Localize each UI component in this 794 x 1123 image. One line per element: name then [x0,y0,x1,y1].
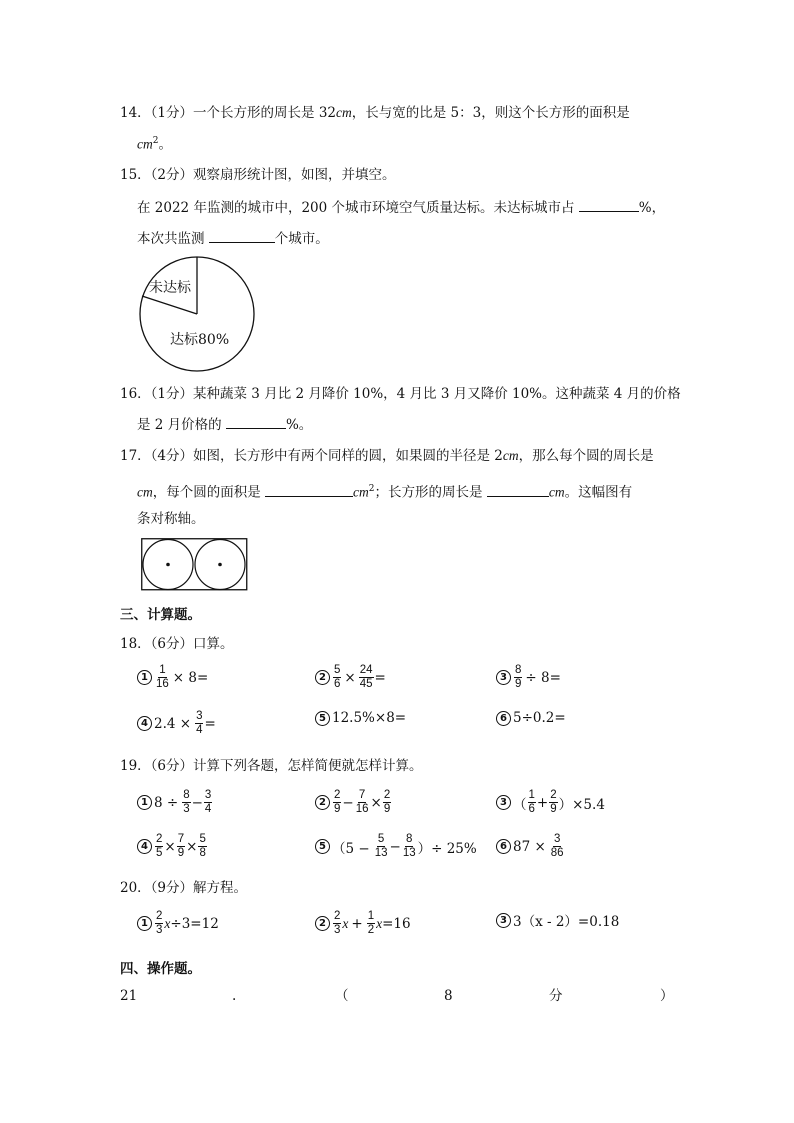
fraction: $\frac{8}{3}$ [183,789,190,815]
q19-item-5: 5 （5 − $\frac{5}{13}$ − $\frac{8}{13}$ ）÷ 25% [315,833,477,860]
q20-item-1: 1 $\frac{2}{3}$ x ÷3=12 [137,910,219,937]
circled-number: 4 [137,839,152,854]
fraction: $\frac{8}{13}$ [402,833,416,859]
q19-item-2: 2 $\frac{2}{9}$ − $\frac{7}{16}$ × $\frac{2}{9}$ [315,789,392,816]
circled-number: 3 [496,670,511,685]
pie-chart [136,254,258,376]
fraction: $\frac{2}{9}$ [334,789,341,815]
q21-part-4: 8 [444,988,453,1004]
q17-line1: 17．（4分）如图，长方形中有两个同样的圆，如果圆的半径是 2cm，那么每个圆的周长是 [120,448,654,464]
pie-label-large: 达标80% [170,332,230,348]
q16-blank[interactable] [226,415,286,429]
q20-item-3: 3 3（x - 2）=0.18 [496,910,619,930]
fraction: $\frac{5}{8}$ [199,833,206,859]
fraction: $\frac{7}{16}$ [355,789,369,815]
circled-number: 1 [137,670,152,685]
fraction: $\frac{3}{86}$ [550,833,564,859]
outer-rectangle [142,539,247,590]
q18-item-5: 5 12.5%×8= [315,710,406,726]
q17-line3: 条对称轴。 [137,511,205,527]
fraction: $\frac{1}{16}$ [156,664,169,690]
q15-blank-2[interactable] [209,229,275,243]
circled-number: 5 [315,711,330,726]
q19-item-4: 4 $\frac{2}{5}$ × $\frac{7}{9}$ × $\frac{5}{8}$ [137,833,208,860]
circled-number: 5 [315,839,330,854]
q18-item-6: 6 5÷0.2= [496,710,566,726]
fraction: $\frac{1}{2}$ [367,910,375,936]
right-center-dot [218,563,222,567]
circled-number: 2 [315,916,330,931]
q19-item-1: 1 8 ÷ $\frac{8}{3}$ − $\frac{3}{4}$ [137,789,213,816]
q21-part-1: 21 [120,988,138,1004]
fraction: $\frac{24}{45}$ [359,664,373,690]
circled-number: 2 [315,670,330,685]
q14-line2: $cm^2$。 [137,136,172,153]
circled-number: 2 [315,795,330,810]
q18-item-2: 2 $\frac{5}{6}$ × $\frac{24}{45}$ = [315,664,386,691]
fraction: $\frac{3}{4}$ [196,710,203,736]
circled-number: 6 [496,839,511,854]
q18-item-1: 1 $\frac{1}{16}$ × 8= [137,664,208,691]
q16-line2: 是 2 月价格的 %。 [137,417,313,433]
fraction: $\frac{3}{4}$ [204,789,212,815]
q15-title: 15．（2分）观察扇形统计图，如图，并填空。 [120,167,396,183]
circled-number: 4 [137,716,152,731]
q20-item-2: 2 $\frac{2}{3}$ x + $\frac{1}{2}$ x =16 [315,910,411,937]
q19-item-6: 6 87 × $\frac{3}{86}$ [496,833,566,860]
q17-blank-1[interactable] [265,483,353,497]
q19-item-3: 3 （ $\frac{1}{6}$ + $\frac{2}{9}$ ）×5.4 [496,789,605,816]
fraction: $\frac{2}{3}$ [156,910,163,936]
q21-part-3: （ [335,988,349,1004]
circled-number: 1 [137,795,152,810]
circled-number: 6 [496,711,511,726]
section4-heading: 四、操作题。 [120,961,201,977]
q16-line1: 16．（1分）某种蔬菜 3 月比 2 月降价 10%，4 月比 3 月又降价 10%。这种蔬菜 4 月的价格 [120,386,681,402]
fraction: $\frac{2}{5}$ [156,833,163,859]
fraction: $\frac{5}{6}$ [334,664,341,690]
q18-title: 18．（6分）口算。 [120,636,234,652]
q17-line2: cm，每个圆的面积是 $cm^2$；长方形的周长是 cm。这幅图有 [137,484,633,501]
fraction: $\frac{2}{3}$ [334,910,341,936]
section3-heading: 三、计算题。 [120,607,201,623]
q14-line1: 14．（1分）一个长方形的周长是 32cm，长与宽的比是 5：3，则这个长方形的面积是 [120,105,630,121]
q21-part-2: . [232,988,237,1004]
q21-part-6: ） [660,988,674,1004]
q18-item-4: 4 2.4 × $\frac{3}{4}$ = [137,710,216,737]
q20-title: 20．（9分）解方程。 [120,880,248,896]
fraction: $\frac{2}{9}$ [550,789,557,815]
circled-number: 1 [137,916,152,931]
q18-item-3: 3 $\frac{8}{9}$ ÷ 8= [496,664,561,691]
q15-line1: 在 2022 年监测的城市中，200 个城市环境空气质量达标。未达标城市占 %， [137,200,666,216]
q17-blank-2[interactable] [487,483,549,497]
rect-two-circles [141,538,248,591]
q19-title: 19．（6分）计算下列各题，怎样简便就怎样计算。 [120,758,423,774]
pie-label-small: 未达标 [149,280,191,296]
fraction: $\frac{8}{9}$ [515,664,522,690]
circled-number: 3 [496,795,511,810]
fraction: $\frac{5}{13}$ [374,833,388,859]
fraction: $\frac{1}{6}$ [528,789,535,815]
fraction: $\frac{7}{9}$ [177,833,185,859]
fraction: $\frac{2}{9}$ [383,789,391,815]
circled-number: 3 [496,913,511,928]
q21-part-5: 分 [549,988,563,1004]
q15-blank-1[interactable] [579,198,639,212]
left-center-dot [166,563,170,567]
q15-line2: 本次共监测 个城市。 [137,231,329,247]
